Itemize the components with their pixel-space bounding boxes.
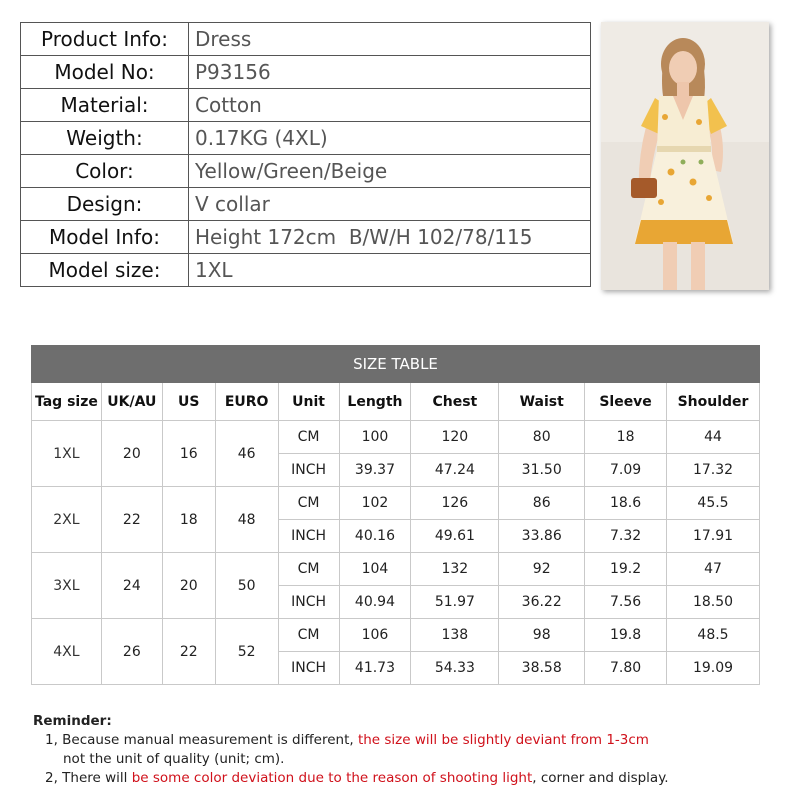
shoulder-cell: 47 <box>667 553 760 586</box>
unit-cell: INCH <box>278 454 339 487</box>
sleeve-cell: 7.09 <box>585 454 667 487</box>
sleeve-cell: 19.2 <box>585 553 667 586</box>
unit-cell: INCH <box>278 652 339 685</box>
info-value: 1XL <box>189 254 591 287</box>
waist-cell: 36.22 <box>499 586 585 619</box>
col-header-euro: EURO <box>215 383 278 421</box>
unit-cell: CM <box>278 487 339 520</box>
length-cell: 39.37 <box>339 454 411 487</box>
waist-cell: 38.58 <box>499 652 585 685</box>
shoulder-cell: 48.5 <box>667 619 760 652</box>
model-illustration <box>601 22 769 290</box>
size-table <box>31 345 760 685</box>
col-header-length: Length <box>339 383 411 421</box>
tag-size-cell: 1XL <box>32 421 102 487</box>
info-label: Weigth: <box>21 122 189 155</box>
unit-cell: INCH <box>278 520 339 553</box>
info-label: Model Info: <box>21 221 189 254</box>
unit-cell: CM <box>278 619 339 652</box>
chest-cell: 54.33 <box>411 652 499 685</box>
uk-au-cell: 24 <box>101 553 162 619</box>
sleeve-cell: 7.32 <box>585 520 667 553</box>
reminder-highlight: be some color deviation due to the reason of shooting light <box>131 770 533 786</box>
sleeve-cell: 18 <box>585 421 667 454</box>
product-info-table <box>20 22 591 287</box>
info-label: Color: <box>21 155 189 188</box>
waist-cell: 98 <box>499 619 585 652</box>
unit-cell: CM <box>278 421 339 454</box>
us-cell: 22 <box>162 619 215 685</box>
col-header-us: US <box>162 383 215 421</box>
info-label: Model No: <box>21 56 189 89</box>
info-row-material <box>21 89 591 122</box>
waist-cell: 86 <box>499 487 585 520</box>
unit-cell: INCH <box>278 586 339 619</box>
tag-size-cell: 2XL <box>32 487 102 553</box>
table-row <box>32 619 760 652</box>
sleeve-cell: 19.8 <box>585 619 667 652</box>
waist-cell: 33.86 <box>499 520 585 553</box>
col-header-shoulder: Shoulder <box>667 383 760 421</box>
info-value: P93156 <box>189 56 591 89</box>
length-cell: 100 <box>339 421 411 454</box>
shoulder-cell: 44 <box>667 421 760 454</box>
length-cell: 40.94 <box>339 586 411 619</box>
reminder-section <box>33 712 669 788</box>
length-cell: 41.73 <box>339 652 411 685</box>
reminder-line-2 <box>33 769 669 788</box>
uk-au-cell: 20 <box>101 421 162 487</box>
unit-cell: CM <box>278 553 339 586</box>
table-row <box>32 553 760 586</box>
col-header-tag-size: Tag size <box>32 383 102 421</box>
us-cell: 18 <box>162 487 215 553</box>
col-header-waist: Waist <box>499 383 585 421</box>
reminder-line-1 <box>33 731 669 750</box>
info-label: Model size: <box>21 254 189 287</box>
shoulder-cell: 45.5 <box>667 487 760 520</box>
col-header-chest: Chest <box>411 383 499 421</box>
us-cell: 16 <box>162 421 215 487</box>
info-value: V collar <box>189 188 591 221</box>
chest-cell: 49.61 <box>411 520 499 553</box>
chest-cell: 138 <box>411 619 499 652</box>
info-row-model-info <box>21 221 591 254</box>
info-row-color <box>21 155 591 188</box>
table-row <box>32 421 760 454</box>
shoulder-cell: 18.50 <box>667 586 760 619</box>
reminder-text: 2, There will <box>45 770 132 786</box>
waist-cell: 92 <box>499 553 585 586</box>
reminder-text: 1, Because manual measurement is different, <box>45 732 358 748</box>
sleeve-cell: 7.80 <box>585 652 667 685</box>
euro-cell: 52 <box>215 619 278 685</box>
info-label: Design: <box>21 188 189 221</box>
uk-au-cell: 26 <box>101 619 162 685</box>
info-value: Yellow/Green/Beige <box>189 155 591 188</box>
length-cell: 102 <box>339 487 411 520</box>
waist-cell: 80 <box>499 421 585 454</box>
shoulder-cell: 19.09 <box>667 652 760 685</box>
table-row <box>32 487 760 520</box>
chest-cell: 51.97 <box>411 586 499 619</box>
chest-cell: 47.24 <box>411 454 499 487</box>
col-header-sleeve: Sleeve <box>585 383 667 421</box>
euro-cell: 50 <box>215 553 278 619</box>
reminder-text: , corner and display. <box>532 770 669 786</box>
euro-cell: 48 <box>215 487 278 553</box>
uk-au-cell: 22 <box>101 487 162 553</box>
length-cell: 106 <box>339 619 411 652</box>
info-value: Dress <box>189 23 591 56</box>
info-label: Product Info: <box>21 23 189 56</box>
chest-cell: 126 <box>411 487 499 520</box>
col-header-unit: Unit <box>278 383 339 421</box>
shoulder-cell: 17.91 <box>667 520 760 553</box>
info-row-product <box>21 23 591 56</box>
length-cell: 104 <box>339 553 411 586</box>
info-row-model-size <box>21 254 591 287</box>
reminder-line-1-continued: not the unit of quality (unit; cm). <box>63 751 285 767</box>
model-photo <box>601 22 769 290</box>
tag-size-cell: 3XL <box>32 553 102 619</box>
tag-size-cell: 4XL <box>32 619 102 685</box>
info-value: 0.17KG (4XL) <box>189 122 591 155</box>
us-cell: 20 <box>162 553 215 619</box>
euro-cell: 46 <box>215 421 278 487</box>
size-table-header-row <box>32 383 760 421</box>
sleeve-cell: 7.56 <box>585 586 667 619</box>
waist-cell: 31.50 <box>499 454 585 487</box>
col-header-uk-au: UK/AU <box>101 383 162 421</box>
reminder-highlight: the size will be slightly deviant from 1-3cm <box>357 732 649 748</box>
shoulder-cell: 17.32 <box>667 454 760 487</box>
chest-cell: 132 <box>411 553 499 586</box>
size-table-title: SIZE TABLE <box>32 346 760 383</box>
info-row-model-no <box>21 56 591 89</box>
info-value: Height 172cm B/W/H 102/78/115 <box>189 221 591 254</box>
sleeve-cell: 18.6 <box>585 487 667 520</box>
info-value: Cotton <box>189 89 591 122</box>
length-cell: 40.16 <box>339 520 411 553</box>
reminder-title: Reminder: <box>33 713 112 729</box>
info-row-weight <box>21 122 591 155</box>
info-row-design <box>21 188 591 221</box>
info-label: Material: <box>21 89 189 122</box>
chest-cell: 120 <box>411 421 499 454</box>
